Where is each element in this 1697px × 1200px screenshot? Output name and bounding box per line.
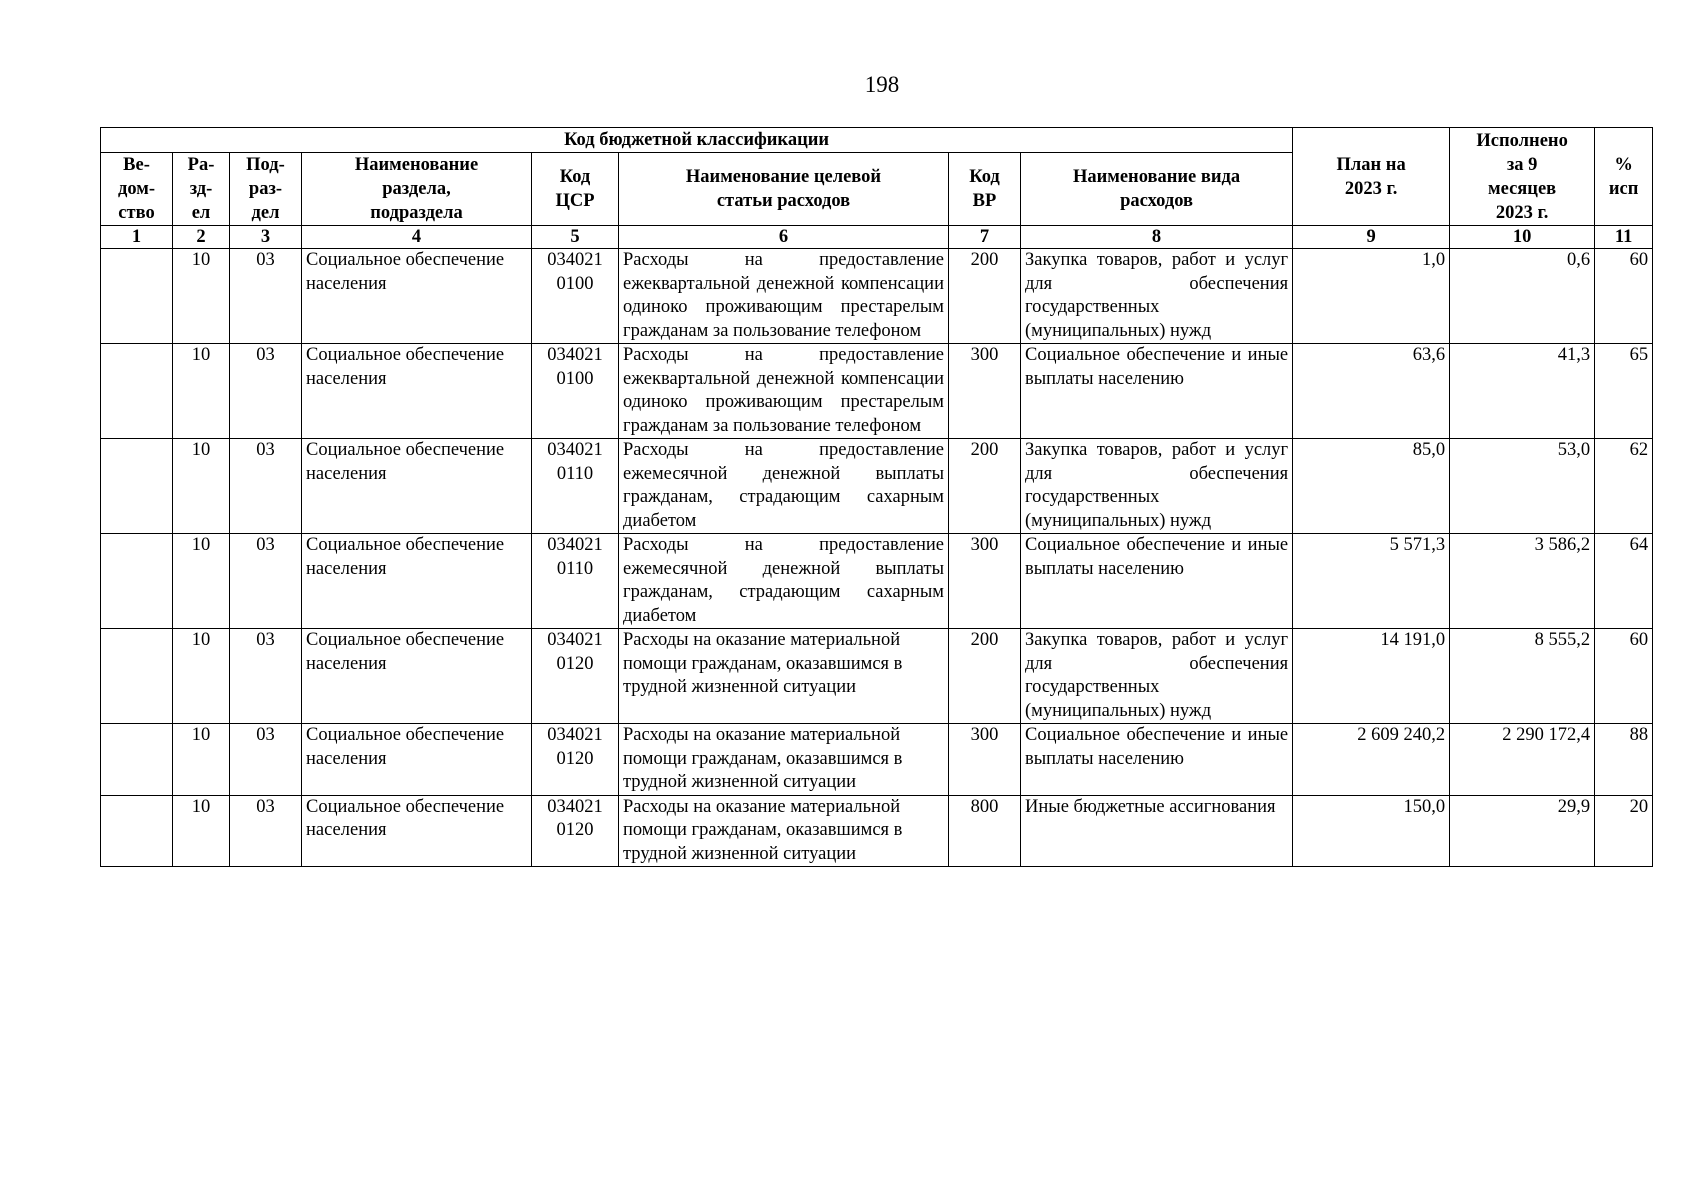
cell-podrazdel: 03 — [230, 534, 302, 629]
table-row — [101, 439, 1653, 534]
cell-vedomstvo — [101, 795, 173, 867]
col-number: 1 — [101, 226, 173, 249]
cell-razdel: 10 — [173, 439, 230, 534]
table-row — [101, 795, 1653, 867]
column-number-row — [101, 226, 1653, 249]
cell-vr: 200 — [949, 629, 1021, 724]
cell-vedomstvo — [101, 724, 173, 796]
col-header-percent: % исп — [1595, 128, 1653, 226]
cell-razdel: 10 — [173, 724, 230, 796]
col-header-razdel: Ра- зд- ел — [173, 153, 230, 226]
col-header-vedomstvo: Ве- дом- ство — [101, 153, 173, 226]
col-header-vr-name: Наименование вида расходов — [1021, 153, 1293, 226]
cell-target-name: Расходы на оказание материальной помощи гражданам, оказавшимся в трудной жизненной ситуации — [619, 795, 949, 867]
col-number: 6 — [619, 226, 949, 249]
cell-csr: 034021 0120 — [532, 724, 619, 796]
cell-target-name: Расходы на предоставление ежеквартальной денежной компенсации одиноко проживающим престарелым гражданам за пользование телефоном — [619, 344, 949, 439]
cell-vr: 200 — [949, 249, 1021, 344]
cell-target-name: Расходы на оказание материальной помощи гражданам, оказавшимся в трудной жизненной ситуации — [619, 724, 949, 796]
cell-csr: 034021 0120 — [532, 629, 619, 724]
cell-razdel-name: Социальное обеспечение населения — [302, 629, 532, 724]
col-number: 7 — [949, 226, 1021, 249]
table-row — [101, 249, 1653, 344]
cell-podrazdel: 03 — [230, 439, 302, 534]
cell-vr: 200 — [949, 439, 1021, 534]
col-header-executed: Исполнено за 9 месяцев 2023 г. — [1450, 128, 1595, 226]
cell-executed: 29,9 — [1450, 795, 1595, 867]
cell-plan: 1,0 — [1293, 249, 1450, 344]
cell-plan: 85,0 — [1293, 439, 1450, 534]
cell-vedomstvo — [101, 439, 173, 534]
cell-vr: 300 — [949, 724, 1021, 796]
col-number: 11 — [1595, 226, 1653, 249]
cell-percent: 65 — [1595, 344, 1653, 439]
cell-plan: 63,6 — [1293, 344, 1450, 439]
page-number: 198 — [864, 72, 900, 97]
col-number: 5 — [532, 226, 619, 249]
cell-executed: 53,0 — [1450, 439, 1595, 534]
table-row — [101, 629, 1653, 724]
cell-vr-name: Иные бюджетные ассигнования — [1021, 795, 1293, 867]
cell-podrazdel: 03 — [230, 724, 302, 796]
cell-razdel-name: Социальное обеспечение населения — [302, 534, 532, 629]
col-header-vr: Код ВР — [949, 153, 1021, 226]
cell-vr: 300 — [949, 344, 1021, 439]
cell-percent: 60 — [1595, 629, 1653, 724]
cell-csr: 034021 0100 — [532, 344, 619, 439]
cell-target-name: Расходы на предоставление ежеквартальной денежной компенсации одиноко проживающим престарелым гражданам за пользование телефоном — [619, 249, 949, 344]
col-number: 3 — [230, 226, 302, 249]
table-body — [101, 249, 1653, 867]
cell-target-name: Расходы на оказание материальной помощи гражданам, оказавшимся в трудной жизненной ситуации — [619, 629, 949, 724]
cell-vr-name: Социальное обеспечение и иные выплаты населению — [1021, 724, 1293, 796]
col-header-plan: План на 2023 г. — [1293, 128, 1450, 226]
cell-executed: 0,6 — [1450, 249, 1595, 344]
cell-razdel: 10 — [173, 795, 230, 867]
cell-executed: 8 555,2 — [1450, 629, 1595, 724]
cell-percent: 62 — [1595, 439, 1653, 534]
cell-percent: 20 — [1595, 795, 1653, 867]
cell-percent: 88 — [1595, 724, 1653, 796]
cell-razdel: 10 — [173, 344, 230, 439]
cell-executed: 41,3 — [1450, 344, 1595, 439]
col-header-target-name: Наименование целевой статьи расходов — [619, 153, 949, 226]
cell-plan: 5 571,3 — [1293, 534, 1450, 629]
cell-vedomstvo — [101, 534, 173, 629]
cell-target-name: Расходы на предоставление ежемесячной денежной выплаты гражданам, страдающим сахарным диабетом — [619, 439, 949, 534]
table-header — [101, 128, 1653, 249]
col-header-razdel-name: Наименование раздела, подраздела — [302, 153, 532, 226]
table-row — [101, 344, 1653, 439]
cell-podrazdel: 03 — [230, 344, 302, 439]
cell-target-name: Расходы на предоставление ежемесячной денежной выплаты гражданам, страдающим сахарным диабетом — [619, 534, 949, 629]
cell-plan: 2 609 240,2 — [1293, 724, 1450, 796]
cell-vr-name: Закупка товаров, работ и услуг для обеспечения государственных (муниципальных) нужд — [1021, 439, 1293, 534]
cell-razdel-name: Социальное обеспечение населения — [302, 439, 532, 534]
cell-executed: 2 290 172,4 — [1450, 724, 1595, 796]
cell-vr: 800 — [949, 795, 1021, 867]
col-number: 8 — [1021, 226, 1293, 249]
cell-razdel-name: Социальное обеспечение населения — [302, 724, 532, 796]
cell-vr: 300 — [949, 534, 1021, 629]
cell-plan: 150,0 — [1293, 795, 1450, 867]
budget-execution-table — [100, 127, 1653, 867]
cell-razdel-name: Социальное обеспечение населения — [302, 344, 532, 439]
table-row — [101, 724, 1653, 796]
cell-csr: 034021 0110 — [532, 439, 619, 534]
col-header-podrazdel: Под- раз- дел — [230, 153, 302, 226]
cell-plan: 14 191,0 — [1293, 629, 1450, 724]
cell-percent: 64 — [1595, 534, 1653, 629]
cell-razdel: 10 — [173, 534, 230, 629]
cell-vr-name: Социальное обеспечение и иные выплаты населению — [1021, 534, 1293, 629]
cell-podrazdel: 03 — [230, 249, 302, 344]
cell-razdel-name: Социальное обеспечение населения — [302, 249, 532, 344]
cell-razdel: 10 — [173, 629, 230, 724]
col-number: 4 — [302, 226, 532, 249]
cell-csr: 034021 0100 — [532, 249, 619, 344]
cell-csr: 034021 0110 — [532, 534, 619, 629]
col-header-csr: Код ЦСР — [532, 153, 619, 226]
cell-razdel: 10 — [173, 249, 230, 344]
table-row — [101, 534, 1653, 629]
col-number: 2 — [173, 226, 230, 249]
cell-csr: 034021 0120 — [532, 795, 619, 867]
cell-vr-name: Закупка товаров, работ и услуг для обеспечения государственных (муниципальных) нужд — [1021, 249, 1293, 344]
cell-podrazdel: 03 — [230, 629, 302, 724]
col-number: 9 — [1293, 226, 1450, 249]
budget-classification-header: Код бюджетной классификации — [101, 128, 1293, 153]
cell-vr-name: Социальное обеспечение и иные выплаты населению — [1021, 344, 1293, 439]
cell-podrazdel: 03 — [230, 795, 302, 867]
col-number: 10 — [1450, 226, 1595, 249]
cell-vr-name: Закупка товаров, работ и услуг для обеспечения государственных (муниципальных) нужд — [1021, 629, 1293, 724]
cell-executed: 3 586,2 — [1450, 534, 1595, 629]
cell-vedomstvo — [101, 344, 173, 439]
cell-vedomstvo — [101, 249, 173, 344]
cell-razdel-name: Социальное обеспечение населения — [302, 795, 532, 867]
cell-percent: 60 — [1595, 249, 1653, 344]
cell-vedomstvo — [101, 629, 173, 724]
